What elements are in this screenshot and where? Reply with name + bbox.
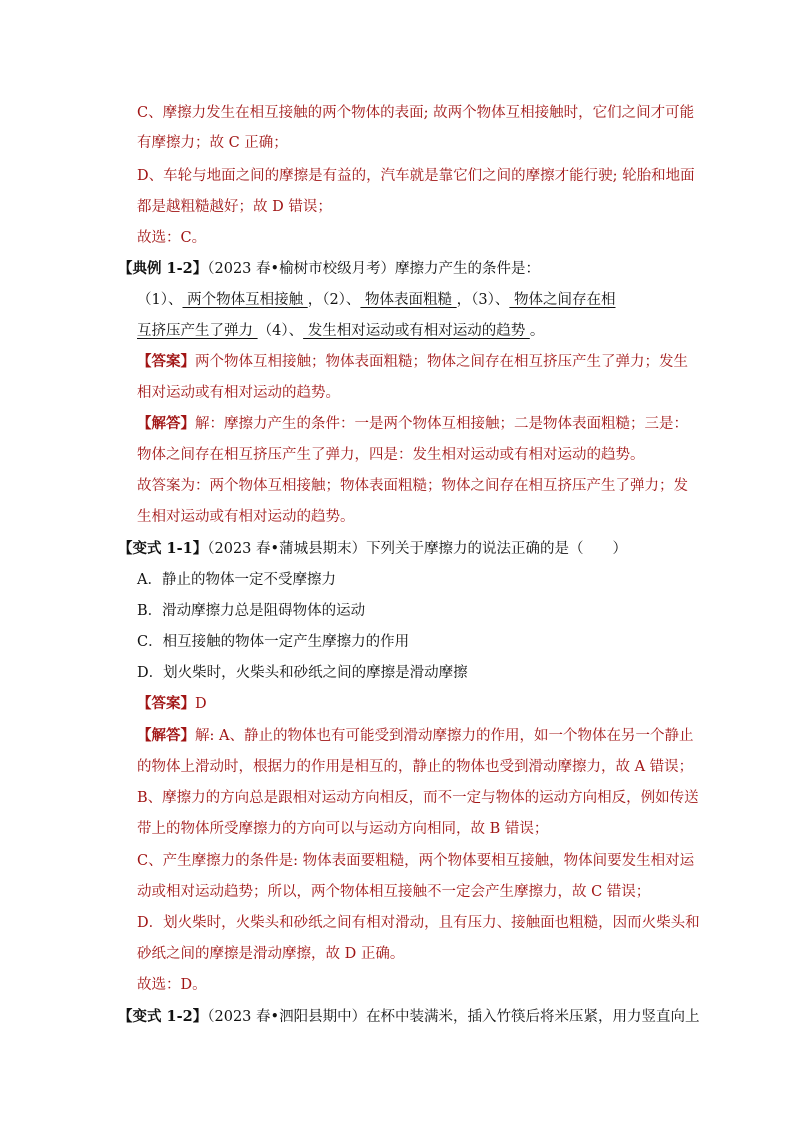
blank-label-4: （4）、	[257, 323, 304, 339]
blank-answer-3b: 互挤压产生了弹力	[137, 323, 258, 339]
example-answer-line2: 相对运动或有相对运动的趋势。	[137, 385, 340, 401]
blank-answer-2: 物体表面粗糙	[360, 292, 457, 308]
variant-solution-line6: 动或相对运动趋势；所以，两个物体相互接触不一定会产生摩擦力，故 C 错误；	[137, 884, 651, 900]
option-a: A．静止的物体一定不受摩擦力	[137, 572, 336, 588]
variant-solution-line2: 的物体上滑动时，根据力的作用是相互的，静止的物体也受到滑动摩擦力，故 A 错误；	[137, 759, 694, 775]
variant-solution-line8: 砂纸之间的摩擦是滑动摩擦，故 D 正确。	[137, 946, 405, 962]
answer-value: D	[195, 696, 207, 712]
variant-solution-line7: D．划火柴时，火柴头和砂纸之间有相对滑动，且有压力、接触面也粗糙，因而火柴头和	[137, 915, 700, 931]
variant-tag: 【变式 1-1】	[118, 540, 208, 557]
analysis-d-line2: 都是越粗糙越好；故 D 错误；	[137, 199, 332, 215]
solution-text-1: 解：摩擦力产生的条件：一是两个物体互相接触；二是物体表面粗糙；三是：	[195, 416, 688, 432]
blank-end: 。	[529, 323, 545, 339]
variant-stem: （2023 春•蒲城县期末）下列关于摩擦力的说法正确的是（ ）	[207, 541, 628, 557]
blank-answer-4: 发生相对运动或有相对运动的趋势	[303, 323, 530, 339]
variant-solution-line3: B、摩擦力的方向总是跟相对运动方向相反，而不一定与物体的运动方向相反，例如传送	[137, 790, 699, 806]
example-blanks-line2	[137, 321, 544, 341]
answer-tag: 【答案】	[137, 695, 195, 712]
example-answer-line1	[137, 352, 688, 372]
solution-tag: 【解答】	[137, 415, 195, 432]
example-1-2-heading	[118, 259, 540, 279]
example-solution-line2: 物体之间存在相互挤压产生了弹力，四是：发生相对运动或有相对运动的趋势。	[137, 447, 645, 463]
variant-solution-line4: 带上的物体所受摩擦力的方向可以与运动方向相同，故 B 错误；	[137, 821, 549, 837]
blank-label-2: ，（2）、	[307, 292, 361, 308]
example-tag: 【典例 1-2】	[118, 260, 208, 277]
answer-text-1: 两个物体互相接触；物体表面粗糙；物体之间存在相互挤压产生了弹力；发生	[195, 354, 688, 370]
example-solution-line3: 故答案为：两个物体互相接触；物体表面粗糙；物体之间存在相互挤压产生了弹力；发	[137, 478, 688, 494]
variant-tag: 【变式 1-2】	[118, 1008, 208, 1025]
option-c: C．相互接触的物体一定产生摩擦力的作用	[137, 634, 410, 650]
variant-1-1-heading	[118, 539, 627, 559]
solution-text-1: 解: A、静止的物体也有可能受到滑动摩擦力的作用，如一个物体在另一个静止	[195, 728, 694, 744]
blank-answer-3a: 物体之间存在相	[509, 292, 616, 308]
example-blanks-line1	[137, 290, 616, 310]
example-source: （2023 春•榆树市校级月考）摩擦力产生的条件是：	[207, 261, 541, 277]
analysis-d-line1: D、车轮与地面之间的摩擦是有益的，汽车就是靠它们之间的摩擦才能行驶; 轮胎和地面	[137, 168, 695, 184]
variant-solution-line5: C、产生摩擦力的条件是: 物体表面要粗糙，两个物体要相互接触，物体间要发生相对运	[137, 853, 695, 869]
answer-tag: 【答案】	[137, 353, 195, 370]
blank-answer-1: 两个物体互相接触	[182, 292, 308, 308]
example-solution-line1	[137, 414, 688, 434]
variant-answer	[137, 694, 207, 714]
example-solution-line4: 生相对运动或有相对运动的趋势。	[137, 509, 355, 525]
analysis-select: 故选：C。	[137, 230, 207, 246]
blank-label-3: ，（3）、	[456, 292, 510, 308]
variant-stem: （2023 春•泗阳县期中）在杯中装满米，插入竹筷后将米压紧，用力竖直向上	[207, 1009, 700, 1025]
analysis-c-line1: C、摩擦力发生在相互接触的两个物体的表面; 故两个物体互相接触时，它们之间才可能	[137, 105, 695, 121]
option-d: D．划火柴时，火柴头和砂纸之间的摩擦是滑动摩擦	[137, 665, 468, 681]
variant-1-2-heading	[118, 1007, 700, 1027]
blank-label-1: （1）、	[137, 292, 183, 308]
analysis-c-line2: 有摩擦力；故 C 正确；	[137, 135, 288, 151]
variant-solution-line1	[137, 726, 693, 746]
solution-tag: 【解答】	[137, 727, 195, 744]
option-b: B．滑动摩擦力总是阻碍物体的运动	[137, 603, 366, 619]
variant-select: 故选：D。	[137, 977, 207, 993]
